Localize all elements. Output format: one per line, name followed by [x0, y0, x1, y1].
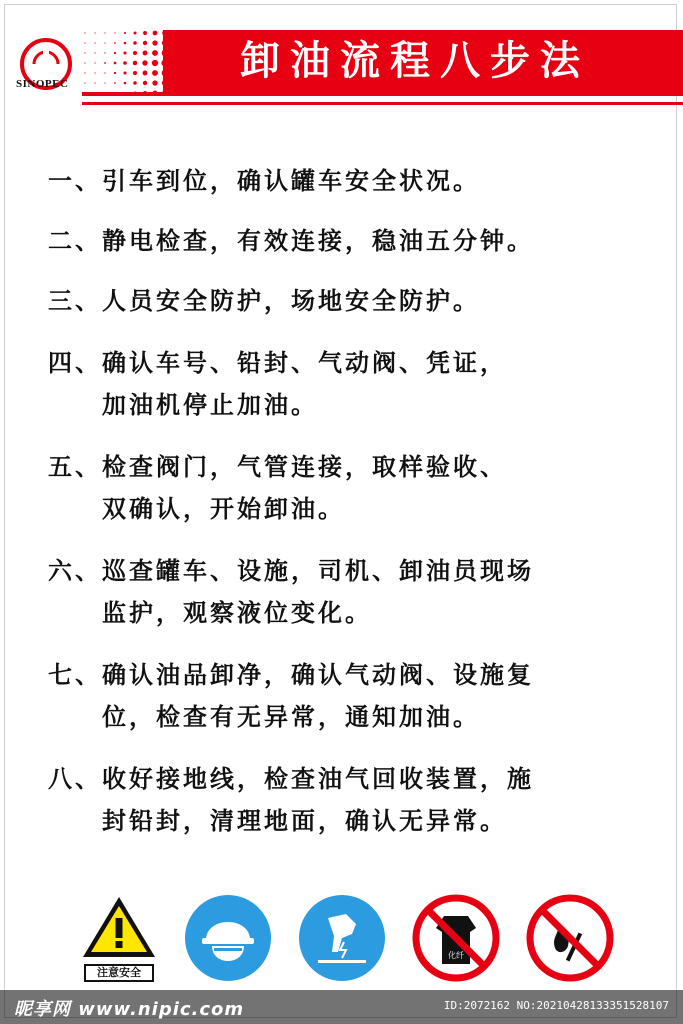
step-text: 引车到位，确认罐车安全状况。 — [102, 167, 480, 195]
page-title: 卸油流程八步法 — [240, 38, 590, 84]
step-5 — [48, 446, 658, 530]
step-number: 六、 — [48, 557, 102, 585]
step-text: 静电检查，有效连接，稳油五分钟。 — [102, 227, 534, 255]
step-4 — [48, 342, 658, 426]
steps-list — [48, 160, 658, 842]
step-number: 五、 — [48, 453, 102, 481]
no-open-flame-icon — [526, 894, 614, 982]
step-number: 一、 — [48, 167, 102, 195]
garment-label: 化纤 — [448, 951, 464, 960]
step-text: 收好接地线，检查油气回收装置，施 封铅封，清理地面，确认无异常。 — [102, 765, 534, 835]
watermark-site: 昵享网 www.nipic.com — [14, 999, 245, 1020]
warning-triangle-icon — [80, 894, 158, 960]
step-6 — [48, 550, 658, 634]
step-text: 人员安全防护，场地安全防护。 — [102, 287, 480, 315]
header — [0, 0, 683, 130]
step-2 — [48, 220, 658, 262]
step-text: 检查阀门，气管连接，取样验收、 双确认，开始卸油。 — [102, 453, 507, 523]
caution-sign — [80, 894, 158, 986]
step-number: 二、 — [48, 227, 102, 255]
step-1 — [48, 160, 658, 202]
step-number: 八、 — [48, 765, 102, 793]
banner-underlines — [82, 92, 683, 114]
static-discharge-icon — [298, 894, 386, 982]
step-text: 巡查罐车、设施，司机、卸油员现场 监护，观察液位变化。 — [102, 557, 534, 627]
wear-helmet-icon — [184, 894, 272, 982]
step-number: 四、 — [48, 349, 102, 377]
logo-wordmark: SINOPEC — [16, 78, 69, 90]
step-7 — [48, 654, 658, 738]
step-3 — [48, 280, 658, 322]
step-8 — [48, 758, 658, 842]
step-text: 确认车号、铅封、气动阀、凭证， 加油机停止加油。 — [102, 349, 507, 419]
watermark-bar — [0, 990, 683, 1024]
step-number: 七、 — [48, 661, 102, 689]
halftone-dots — [80, 28, 170, 98]
no-synthetic-clothing-icon — [412, 894, 500, 982]
step-text: 确认油品卸净，确认气动阀、设施复 位，检查有无异常，通知加油。 — [102, 661, 534, 731]
watermark-id: ID:2072162 NO:20210428133351528107 — [443, 999, 669, 1012]
caution-label: 注意安全 — [84, 964, 154, 982]
safety-icons-row — [0, 890, 683, 990]
step-number: 三、 — [48, 287, 102, 315]
